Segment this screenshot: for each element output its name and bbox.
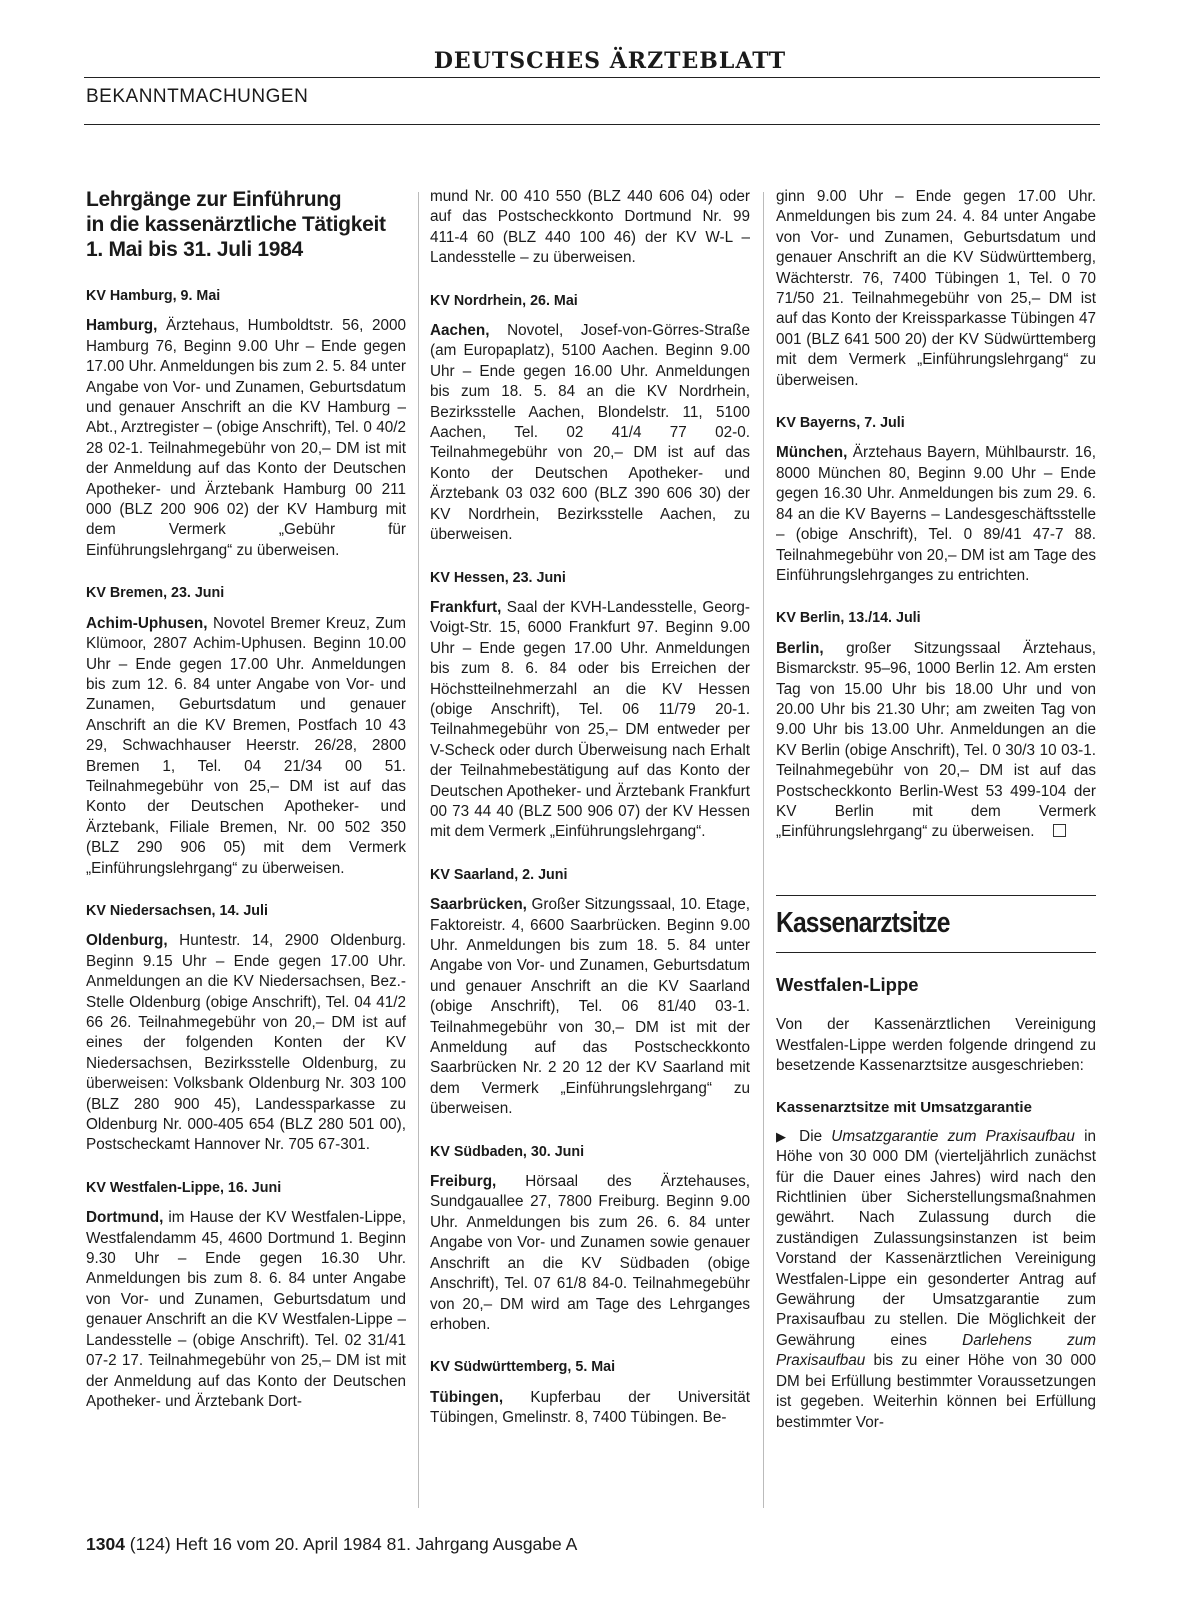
- entry-heading: KV Niedersachsen, 14. Juli: [86, 902, 268, 919]
- entry-body: Kupferbau der Universität Tübingen, Gmelinstr. 8, 7400 Tübingen. Be-: [430, 1388, 750, 1427]
- kassen-top-rule: [776, 895, 1096, 896]
- entry-city: Berlin,: [776, 639, 824, 657]
- entry-heading: KV Südwürttemberg, 5. Mai: [430, 1359, 616, 1376]
- entry-body: Großer Sitzungssaal, 10. Etage, Faktoreistr. 4, 6600 Saarbrücken. Beginn 9.00 Uhr. Anmeldungen bis zum 18. 5. 84 unter Angabe von Vor- und Zunamen, Geburtsdatum und genauer Anschrift an die KV Saarland (obige Anschrift), Tel. 06 81/40 03-1. Teilnahmegebühr von 30,– DM ist mit der Anmeldung auf das Postscheckkonto Saarbrücken Nr. 2 20 12 der KV Saarland mit dem Vermerk „Einführungslehrgang“ zu überweisen.: [430, 896, 750, 1118]
- entry-text: [86, 614, 406, 879]
- masthead: DEUTSCHES ÄRZTEBLATT: [433, 48, 787, 74]
- end-mark-icon: [1053, 824, 1066, 837]
- entry-heading: KV Hessen, 23. Juni: [430, 569, 566, 586]
- body-italic: Umsatzgarantie zum Praxisaufbau: [831, 1127, 1075, 1145]
- body-part: Die: [790, 1127, 832, 1145]
- entry-body: Novotel Bremer Kreuz, Zum Klümoor, 2807 Achim-Uphusen. Beginn 10.00 Uhr – Ende gegen 17.00 Uhr. Anmeldungen bis zum 12. 6. 84 unter Angabe von Vor- und Zunamen, Geburtsdatum und genauer Anschrift an die KV Bremen, Postfach 10 43 29, Schwachhauser Heerstr. 26/28, 2800 Bremen 1, Tel. 04 21/34 00 51. Teilnahmegebühr von 25,– DM ist auf das Konto der Deutschen Apotheker- und Ärztebank, Filiale Bremen, Nr. 00 502 350 (BLZ 290 906 05) mit dem Vermerk „Einführungslehrgang“ zu überweisen.: [86, 614, 406, 877]
- entry-text: [86, 931, 406, 1155]
- entry-heading: KV Bremen, 23. Juni: [86, 585, 225, 602]
- entry-city: Dortmund,: [86, 1209, 164, 1227]
- body-text: [776, 1127, 1096, 1433]
- intro-text: Von der Kassenärztlichen Vereinigung Westfalen-Lippe werden folgende dringend zu besetzende Kassenarztsitze ausgeschrieben:: [776, 1016, 1096, 1074]
- title-line: 1. Mai bis 31. Juli 1984: [86, 238, 303, 261]
- entry-heading: KV Bayerns, 7. Juli: [776, 415, 905, 432]
- entry-text: [430, 895, 750, 1119]
- page-number: 1304: [86, 1534, 125, 1554]
- entry-heading: KV Hamburg, 9. Mai: [86, 288, 221, 304]
- region-title: Westfalen-Lippe: [776, 973, 919, 995]
- entry-text: [776, 443, 1096, 586]
- column-2: [430, 187, 750, 1451]
- page-footer: [86, 1534, 577, 1555]
- entry-body: großer Sitzungssaal Ärztehaus, Bismarckstr. 95–96, 1000 Berlin 12. Am ersten Tag von 15.00 Uhr bis 18.00 Uhr und von 20.00 Uhr bis 21.30 Uhr; am zweiten Tag von 9.00 Uhr bis 13.00 Uhr. Anmeldungen an die KV Berlin (obige Anschrift), Tel. 0 30/3 10 03-1. Teilnahmegebühr von 20,– DM ist auf das Postscheckkonto Berlin-West 53 499-104 der KV Berlin mit dem Vermerk „Einführungslehrgang“ zu überweisen.: [776, 639, 1096, 841]
- entry-city: Aachen,: [430, 322, 490, 340]
- entry-body: Huntestr. 14, 2900 Oldenburg. Beginn 9.15 Uhr – Ende gegen 17.00 Uhr. Anmeldungen an die KV Niedersachsen, Bez.-Stelle Oldenburg (obige Anschrift), Tel. 04 41/2 66 26. Teilnahmegebühr von 20,– DM ist auf eines der folgenden Konten der KV Niedersachsen, Bezirksstelle Oldenburg, zu überweisen: Volksbank Oldenburg Nr. 303 100 (BLZ 280 900 45), Landessparkasse zu Oldenburg Nr. 000-405 654 (BLZ 280 501 00), Postscheckamt Hannover Nr. 705 67-301.: [86, 932, 406, 1154]
- title-line: in die kassenärztliche Tätigkeit: [86, 213, 386, 236]
- entry-text: [430, 1172, 750, 1335]
- entry-text: [430, 598, 750, 843]
- article-title: [86, 187, 406, 262]
- entry-city: Achim-Uphusen,: [86, 614, 208, 632]
- header-rule: [84, 77, 1100, 78]
- entry-city: Tübingen,: [430, 1388, 504, 1406]
- body-italic: Darlehens zum Praxisaufbau: [776, 1331, 1097, 1370]
- entry-city: Hamburg,: [86, 317, 158, 335]
- entry-body: Hörsaal des Ärztehauses, Sundgauallee 27, 7800 Freiburg. Beginn 9.00 Uhr. Anmeldungen bis zum 26. 6. 84 unter Angabe von Vor- und Zunamen sowie genauer Anschrift an die KV Südbaden (obige Anschrift), Tel. 07 61/8 84-0. Teilnahmegebühr von 20,– DM wird am Tage des Lehrganges erhoben.: [430, 1173, 750, 1333]
- subheading: Kassenarztsitze mit Umsatzgarantie: [776, 1099, 1032, 1117]
- entry-body: im Hause der KV Westfalen-Lippe, Westfalendamm 45, 4600 Dortmund 1. Beginn 9.30 Uhr – Ende gegen 16.30 Uhr. Anmeldungen bis zum 8. 6. 84 unter Angabe von Vor- und Zunamen, Geburtsdatum und genauer Anschrift an die KV Westfalen-Lippe – Landesstelle – (obige Anschrift). Tel. 02 31/41 07-2 17. Teilnahmegebühr von 25,– DM ist mit der Anmeldung auf das Konto der Deutschen Apotheker- und Ärztebank Dort-: [86, 1209, 406, 1410]
- title-line: Lehrgänge zur Einführung: [86, 188, 342, 211]
- entry-text: [430, 1388, 750, 1429]
- kassen-bottom-rule: [776, 952, 1096, 953]
- entry-heading: KV Nordrhein, 26. Mai: [430, 292, 578, 309]
- entry-text: [430, 321, 750, 545]
- entry-city: Saarbrücken,: [430, 896, 527, 914]
- entry-continuation: ginn 9.00 Uhr – Ende gegen 17.00 Uhr. Anmeldungen bis zum 24. 4. 84 unter Angabe von Vor- und Zunamen, Geburtsdatum und genauer Anschrift an die KV Südwürttemberg, Wächterstr. 76, 7400 Tübingen 1, Tel. 0 70 71/50 21. Teilnahmegebühr von 25,– DM ist auf das Konto der Kreissparkasse Tübingen 47 001 (BLZ 641 500 20) der KV Südwürttemberg mit dem Vermerk „Einführungslehrgang“ zu überweisen.: [776, 188, 1096, 389]
- entry-city: München,: [776, 444, 848, 462]
- entry-heading: KV Westfalen-Lippe, 16. Juni: [86, 1179, 282, 1196]
- column-1: [86, 187, 406, 1434]
- entry-body: Saal der KVH-Landesstelle, Georg-Voigt-Str. 15, 6000 Frankfurt 97. Beginn 9.00 Uhr – Ende gegen 17.00 Uhr. Anmeldungen bis zum 8. 6. 84 oder bis Erreichen der Höchstteilnehmerzahl an die KV Hessen (obige Anschrift), Tel. 06 11/79 20-1. Teilnahmegebühr von 25,– DM entweder per V-Scheck oder durch Überweisung nach Erhalt der Teilnahmebestätigung auf das Konto der Deutschen Apotheker- und Ärztebank Frankfurt 00 73 44 40 (BLZ 500 906 07) der KV Hessen mit dem Vermerk „Einführungslehrgang“.: [430, 598, 750, 841]
- body-part: bis zu einer Höhe von 30 000 DM bei Erfüllung bestimmter Voraussetzungen ist gegeben. Weiterhin können bei Erfüllung bestimmter Vor-: [776, 1352, 1096, 1431]
- issue-info: (124) Heft 16 vom 20. April 1984 81. Jahrgang Ausgabe A: [124, 1534, 578, 1554]
- entry-city: Frankfurt,: [430, 598, 502, 616]
- column-divider: [418, 192, 419, 1508]
- triangle-bullet-icon: ▶: [776, 1128, 786, 1144]
- entry-body: Ärztehaus Bayern, Mühlbaurstr. 16, 8000 München 80, Beginn 9.00 Uhr – Ende gegen 16.30 Uhr. Anmeldungen bis zum 29. 6. 84 an die KV Bayerns – Landesgeschäftsstelle – (obige Anschrift), Tel. 0 89/41 47-7 88. Teilnahmegebühr von 20,– DM ist am Tage des Einführungslehrganges zu entrichten.: [776, 444, 1096, 584]
- column-divider: [763, 192, 764, 1508]
- entry-continuation: mund Nr. 00 410 550 (BLZ 440 606 04) oder auf das Postscheckkonto Dortmund Nr. 99 411-4 60 (BLZ 440 100 46) der KV W-L – Landesstelle – zu überweisen.: [430, 188, 750, 267]
- section-rule: [84, 124, 1100, 125]
- entry-body: Novotel, Josef-von-Görres-Straße (am Europaplatz), 5100 Aachen. Beginn 9.00 Uhr – Ende gegen 16.00 Uhr. Anmeldungen bis zum 18. 5. 84 an die KV Nordrhein, Bezirksstelle Aachen, Blondelstr. 11, 5100 Aachen, Tel. 02 41/4 77 02-0. Teilnahmegebühr von 20,– DM ist auf das Konto der Deutschen Apotheker- und Ärztebank 03 032 600 (BLZ 390 606 30) der KV Nordrhein, Bezirksstelle Aachen, zu überweisen.: [430, 322, 750, 544]
- entry-heading: KV Berlin, 13./14. Juli: [776, 610, 921, 627]
- entry-heading: KV Saarland, 2. Juni: [430, 866, 568, 883]
- body-part: in Höhe von 30 000 DM (vierteljährlich zunächst für die Dauer eines Jahres) wird nach den Richtlinien über Sicherstellungsmaßnahmen gewährt. Nach Zulassung durch die zuständigen Zulassungsinstanzen ist beim Vorstand der Kassenärztlichen Vereinigung Westfalen-Lippe ein gesonderter Antrag auf Gewährung der Umsatzgarantie zum Praxisaufbau zu stellen. Die Möglichkeit der Gewährung eines: [776, 1127, 1097, 1349]
- section-label: BEKANNTMACHUNGEN: [86, 86, 309, 107]
- entry-text: [86, 316, 406, 561]
- kassen-title: Kassenarztsitze: [776, 906, 950, 939]
- entry-city: Oldenburg,: [86, 932, 168, 950]
- entry-city: Freiburg,: [430, 1173, 497, 1191]
- entry-text: [86, 1208, 406, 1412]
- entry-heading: KV Südbaden, 30. Juni: [430, 1143, 585, 1160]
- column-3: [776, 187, 1096, 1455]
- entry-body: Ärztehaus, Humboldtstr. 56, 2000 Hamburg 76, Beginn 9.00 Uhr – Ende gegen 17.00 Uhr. Anmeldungen bis zum 2. 5. 84 unter Angabe von Vor- und Zunamen, Geburtsdatum und genauer Anschrift an die KV Hamburg – Abt., Arztregister – (obige Anschrift), Tel. 0 40/2 28 02-1. Teilnahmegebühr von 20,– DM ist mit der Anmeldung auf das Konto der Deutschen Apotheker- und Ärztebank Hamburg 00 211 000 (BLZ 200 906 02) der KV Hamburg mit dem Vermerk „Gebühr für Einführungslehrgang“ zu überweisen.: [86, 317, 406, 559]
- entry-text: [776, 639, 1096, 843]
